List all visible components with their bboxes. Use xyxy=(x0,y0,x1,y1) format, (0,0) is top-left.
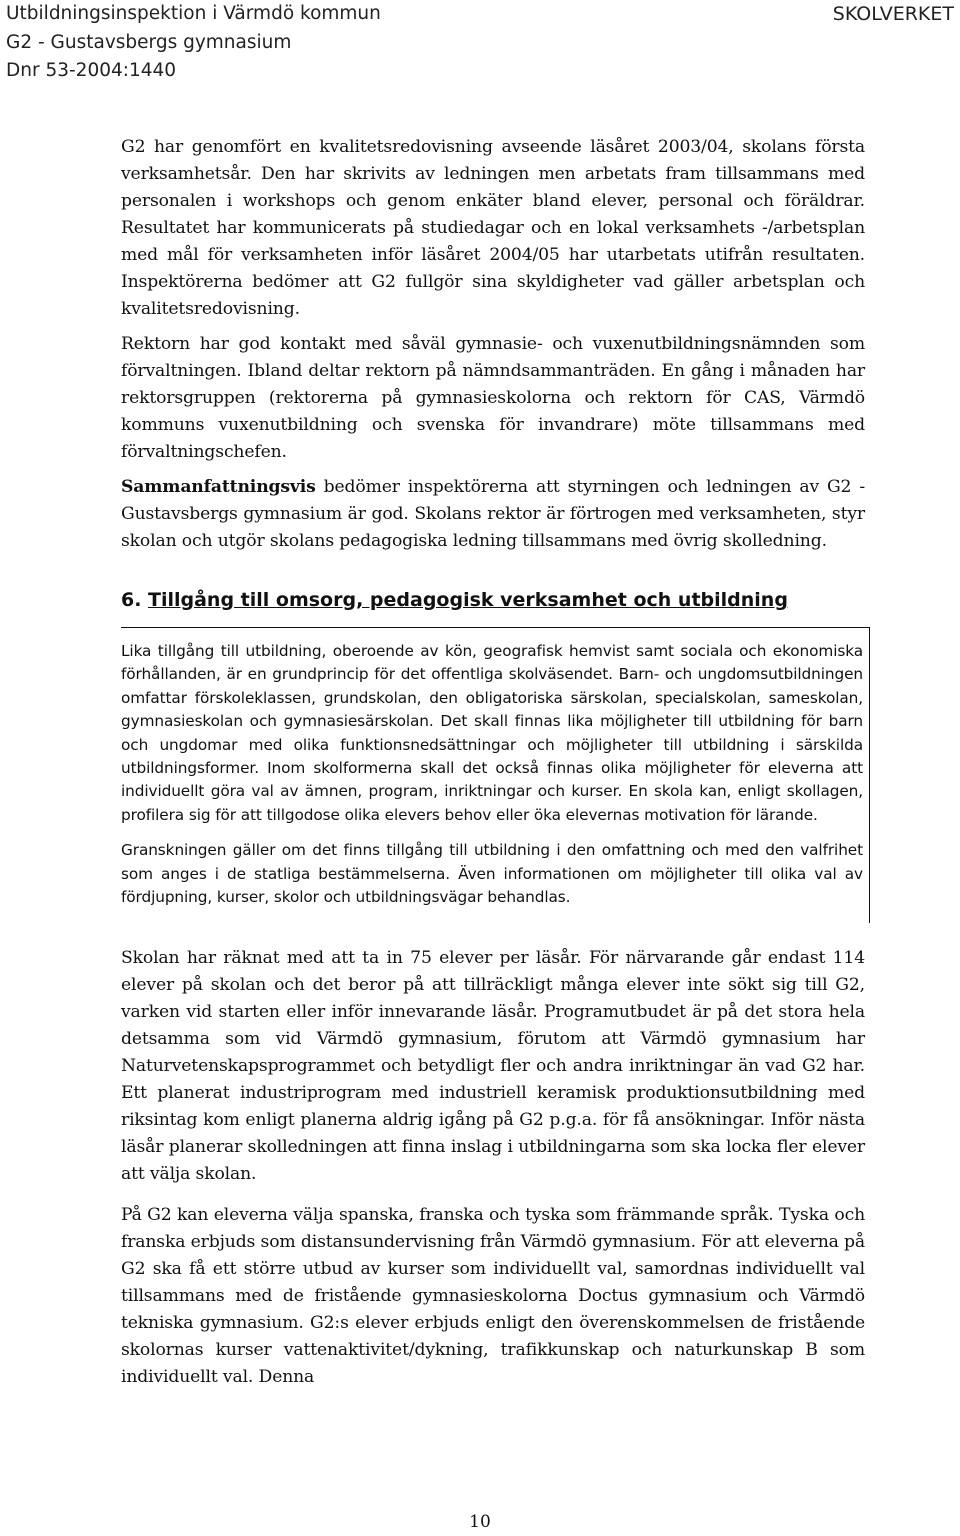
summary-text: bedömer inspektörerna att styrningen och ledningen av G2 - Gustavsbergs gymnasium är god. Skolans rektor är förtrogen med verksamheten, styr skolan och utgör skolans pedagogiska ledning tillsammans med övrig skolledning. xyxy=(121,477,865,551)
paragraph-languages: På G2 kan eleverna välja spanska, franska och tyska som främmande språk. Tyska och franska erbjuds som distansundervisning från Värmdö gymnasium. För att eleverna på G2 ska få ett större utbud av kurser som individuellt val, samordnas individuellt val tillsammans med de fristående gymnasieskolorna Doctus gymnasium och Värmdö tekniska gymnasium. G2:s elever erbjuds enligt den överenskommelsen de fristående skolornas kurser vattenaktivitet/dykning, trafikkunskap och naturkunskap B som individuellt val. Denna xyxy=(121,1205,865,1388)
page-number: 10 xyxy=(469,1512,491,1532)
header-org: Utbildningsinspektion i Värmdö kommun xyxy=(6,3,381,24)
criteria-box xyxy=(121,627,870,923)
header-agency: SKOLVERKET xyxy=(832,3,954,25)
paragraph-summary xyxy=(121,474,865,555)
section-number: 6. xyxy=(121,589,142,611)
document-body xyxy=(121,134,865,1391)
summary-lead: Sammanfattningsvis xyxy=(121,477,316,497)
criteria-paragraph-2: Granskningen gäller om det finns tillgång till utbildning i den omfattning och med den valfrihet som anges i de statliga bestämmelserna. Även informationen om möjligheter till olika val av fördjupning, kurser, skolor och utbildningsvägar behandlas. xyxy=(121,841,863,907)
section-heading xyxy=(121,587,865,613)
header-dnr: Dnr 53-2004:1440 xyxy=(6,60,177,81)
page-header xyxy=(6,0,954,86)
paragraph-quality-report: G2 har genomfört en kvalitetsredovisning avseende läsåret 2003/04, skolans första verksamhetsår. Den har skrivits av ledningen men arbetats fram tillsammans med personalen i workshops och genom enkäter bland elever, personal och föräldrar. Resultatet har kommunicerats på studiedagar och en lokal verksamhets -/arbetsplan med mål för verksamheten inför läsåret 2004/05 har utarbetats utifrån resultaten. Inspektörerna bedömer att G2 fullgör sina skyldigheter vad gäller arbetsplan och kvalitetsredovisning. xyxy=(121,137,865,319)
section-title: Tillgång till omsorg, pedagogisk verksamhet och utbildning xyxy=(148,589,788,611)
criteria-paragraph-1: Lika tillgång till utbildning, oberoende av kön, geografisk hemvist samt sociala och ekonomiska förhållanden, är en grundprincip för det offentliga skolväsendet. Barn- och ungdomsutbildningen omfattar förskoleklassen, grundskolan, den obligatoriska särskolan, specialskolan, sameskolan, gymnasieskolan och gymnasiesärskolan. Det skall finnas lika möjligheter till utbildning för barn och ungdomar med olika funktionsnedsättningar och möjligheter till utbildning i särskilda utbildningsformer. Inom skolformerna skall det också finnas olika möjligheter för eleverna att individuellt göra val av ämnen, program, inriktningar och kurser. En skola kan, enligt skollagen, profilera sig för att tillgodose olika elevers behov eller öka elevernas motivation för lärande. xyxy=(121,642,863,824)
header-school: G2 - Gustavsbergs gymnasium xyxy=(6,31,292,53)
paragraph-principal-contact: Rektorn har god kontakt med såväl gymnasie- och vuxenutbildningsnämnden som förvaltningen. Ibland deltar rektorn på nämndsammanträden. En gång i månaden har rektorsgruppen (rektorerna på gymnasieskolorna och rektorn för CAS, Värmdö kommuns vuxenutbildning och svenska för invandrare) möte tillsammans med förvaltningschefen. xyxy=(121,334,865,462)
paragraph-enrollment: Skolan har räknat med att ta in 75 elever per läsår. För närvarande går endast 114 elever på skolan och det beror på att tillräckligt många elever inte sökt sig till G2, varken vid starten eller inför innevarande läsår. Programutbudet är på det stora hela detsamma som vid Värmdö gymnasium, förutom att Värmdö gymnasium har Naturvetenskapsprogrammet och betydligt fler och andra inriktningar än vad G2 har. Ett planerat industriprogram med industriell keramisk produktionsutbildning med riksintag kom enligt planerna aldrig igång på G2 p.g.a. för få ansökningar. Inför nästa läsår planerar skolledningen att finna inslag i utbildningarna som ska locka fler elever att välja skolan. xyxy=(121,948,865,1185)
